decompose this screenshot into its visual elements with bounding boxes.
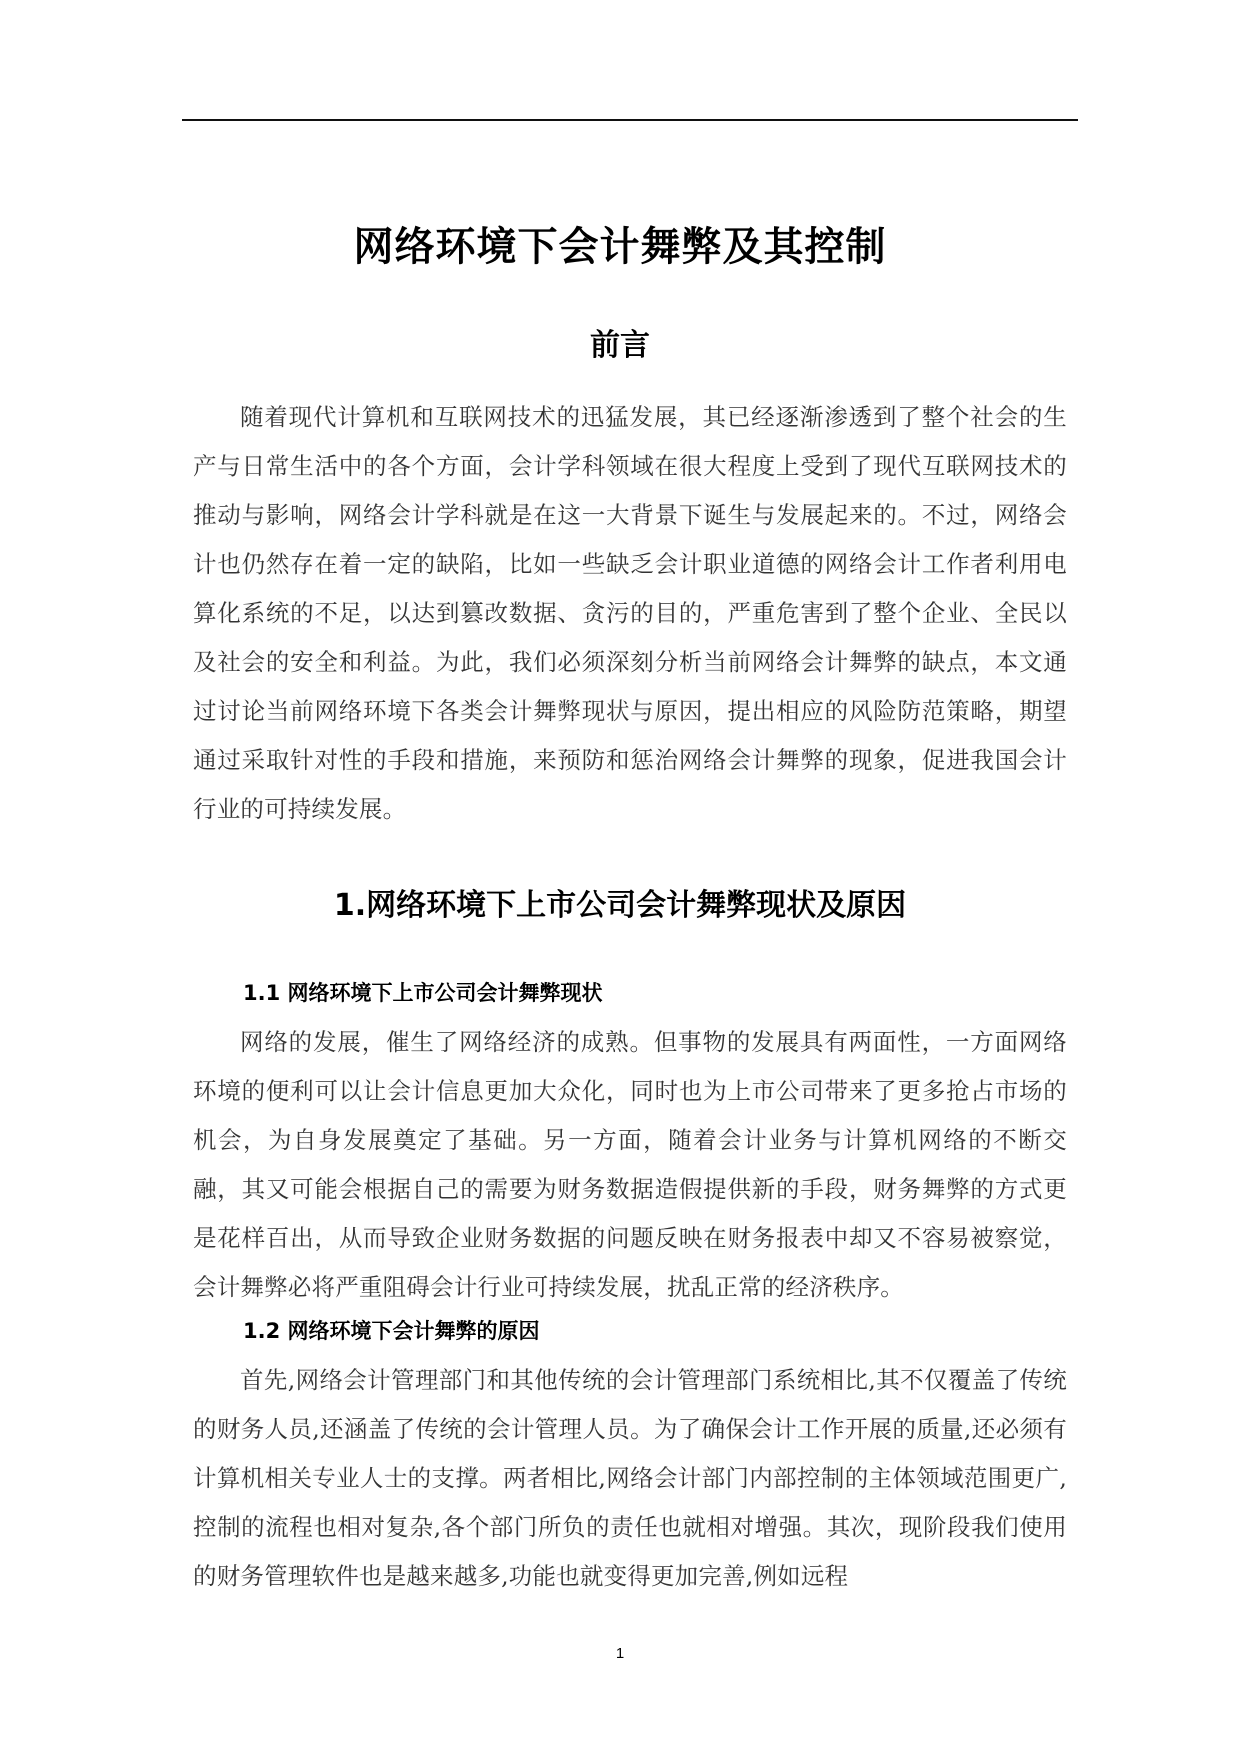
section-1-heading: 1.网络环境下上市公司会计舞弊现状及原因 [333,888,907,923]
preface-paragraph: 随着现代计算机和互联网技术的迅猛发展，其已经逐渐渗透到了整个社会的生产与日常生活中的各个方面，会计学科领域在很大程度上受到了现代互联网技术的推动与影响，网络会计学科就是在这一大背景下诞生与发展起来的。不过，网络会计也仍然存在着一定的缺陷，比如一些缺乏会计职业道德的网络会计工作者利用电算化系统的不足，以达到篡改数据、贪污的目的，严重危害到了整个企业、全民以及社会的安全和利益。为此，我们必须深刻分析当前网络会计舞弊的缺点，本文通过讨论当前网络环境下各类会计舞弊现状与原因，提出相应的风险防范策略，期望通过采取针对性的手段和措施，来预防和惩治网络会计舞弊的现象，促进我国会计行业的可持续发展。 [193,403,1067,823]
section-1-1-heading: 1.1 网络环境下上市公司会计舞弊现状 [243,981,603,1005]
preface-heading: 前言 [590,328,650,363]
section-1-1-paragraph: 网络的发展，催生了网络经济的成熟。但事物的发展具有两面性，一方面网络环境的便利可以让会计信息更加大众化，同时也为上市公司带来了更多抢占市场的机会，为自身发展奠定了基础。另一方面，随着会计业务与计算机网络的不断交融，其又可能会根据自己的需要为财务数据造假提供新的手段，财务舞弊的方式更是花样百出，从而导致企业财务数据的问题反映在财务报表中却又不容易被察觉，会计舞弊必将严重阻碍会计行业可持续发展，扰乱正常的经济秩序。 [193,1028,1067,1301]
section-1-2-heading: 1.2 网络环境下会计舞弊的原因 [243,1319,540,1343]
header-rule [182,119,1078,121]
document-title: 网络环境下会计舞弊及其控制 [353,224,887,270]
page-number: 1 [615,1645,625,1662]
section-1-2-paragraph: 首先,网络会计管理部门和其他传统的会计管理部门系统相比,其不仅覆盖了传统的财务人员,还涵盖了传统的会计管理人员。为了确保会计工作开展的质量,还必须有计算机相关专业人士的支撑。两者相比,网络会计部门内部控制的主体领域范围更广,控制的流程也相对复杂,各个部门所负的责任也就相对增强。其次，现阶段我们使用的财务管理软件也是越来越多,功能也就变得更加完善,例如远程 [193,1366,1067,1590]
